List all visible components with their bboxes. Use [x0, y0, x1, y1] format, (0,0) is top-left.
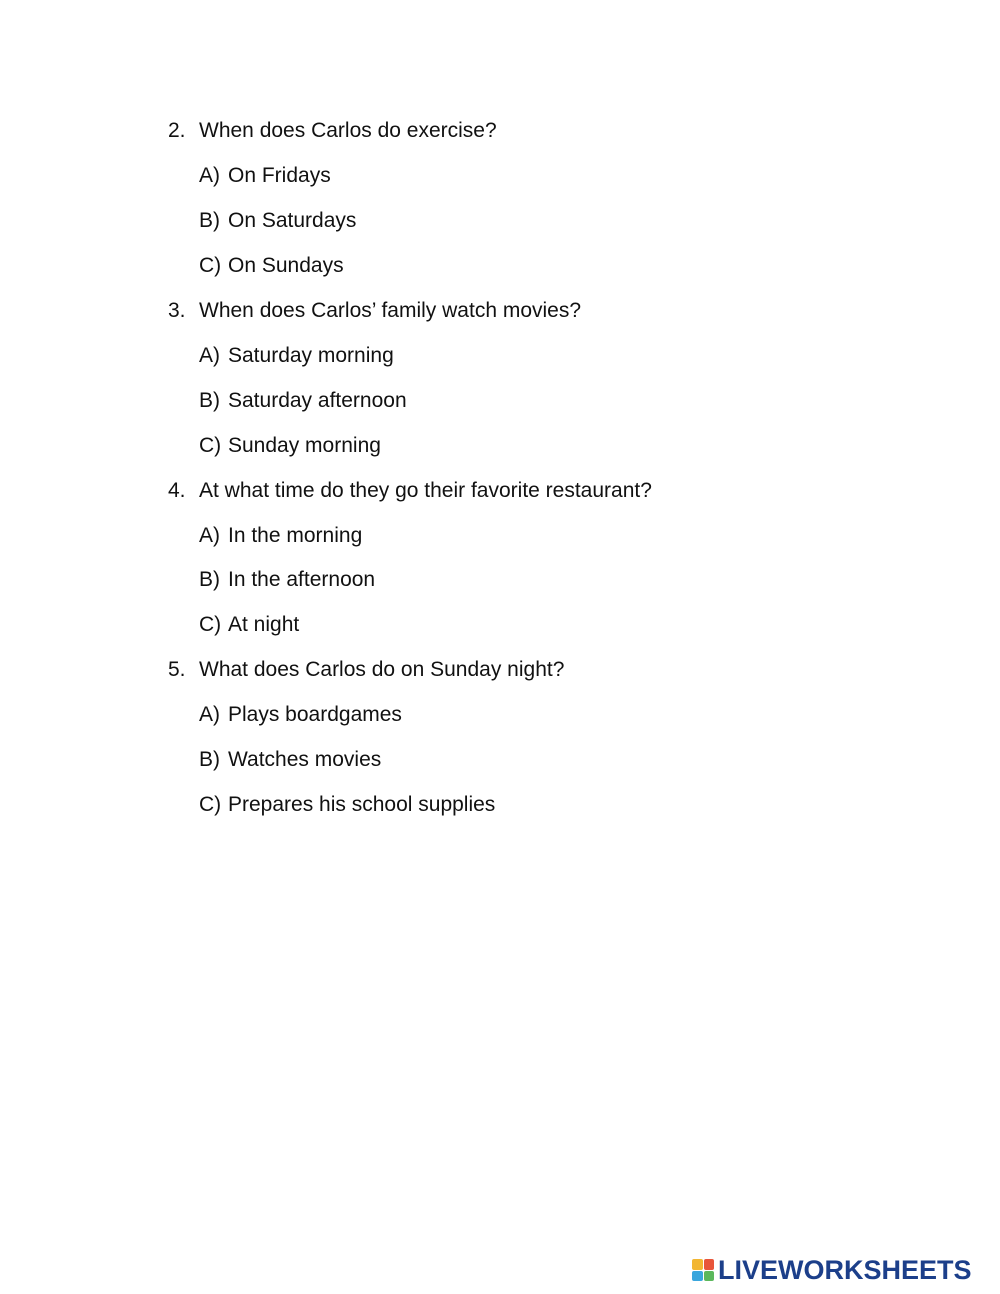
question-text: At what time do they go their favorite restaurant? [199, 479, 652, 502]
option-letter: C) [199, 613, 222, 636]
question-number: 5. [168, 658, 186, 681]
option-letter: C) [199, 434, 222, 457]
liveworksheets-logo [692, 1255, 972, 1285]
option-letter: C) [199, 254, 222, 277]
question-text: When does Carlos do exercise? [199, 119, 497, 142]
option-text: Plays boardgames [228, 703, 402, 726]
option-text: In the morning [228, 524, 363, 547]
option-text: At night [228, 613, 300, 636]
option-text: In the afternoon [228, 568, 376, 591]
option-text: On Saturdays [228, 209, 357, 232]
option-letter: A) [199, 164, 220, 187]
liveworksheets-logo-icon [692, 1259, 714, 1281]
option-letter: B) [199, 209, 220, 232]
option-letter: B) [199, 389, 220, 412]
logo-square-icon [704, 1271, 715, 1282]
option-text: Saturday afternoon [228, 389, 407, 412]
option-text: On Fridays [228, 164, 331, 187]
logo-square-icon [704, 1259, 715, 1270]
option-letter: C) [199, 793, 222, 816]
option-text: Sunday morning [228, 434, 381, 457]
option-text: Prepares his school supplies [228, 793, 496, 816]
logo-square-icon [692, 1271, 703, 1282]
option-letter: A) [199, 524, 220, 547]
option-text: Saturday morning [228, 344, 394, 367]
question-number: 2. [168, 119, 186, 142]
option-letter: A) [199, 703, 220, 726]
question-number: 3. [168, 299, 186, 322]
option-letter: B) [199, 568, 220, 591]
question-text: What does Carlos do on Sunday night? [199, 658, 565, 681]
option-letter: A) [199, 344, 220, 367]
option-text: Watches movies [228, 748, 382, 771]
option-letter: B) [199, 748, 220, 771]
question-number: 4. [168, 479, 186, 502]
brand-name: LIVEWORKSHEETS [718, 1254, 972, 1285]
logo-square-icon [692, 1259, 703, 1270]
question-text: When does Carlos’ family watch movies? [199, 299, 582, 322]
option-text: On Sundays [228, 254, 344, 277]
